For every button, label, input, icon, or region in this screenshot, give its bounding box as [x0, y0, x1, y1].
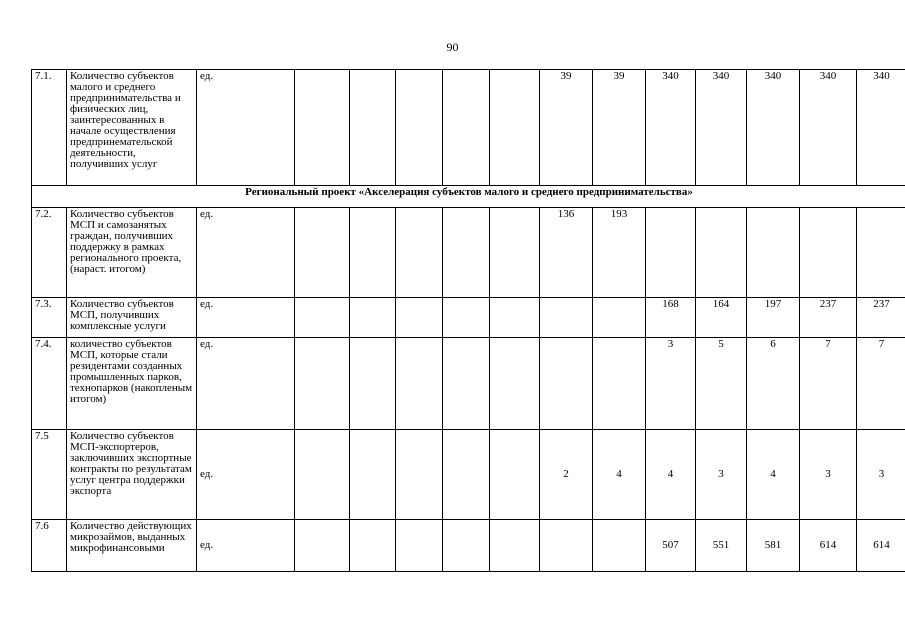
row-value — [443, 70, 490, 186]
table-row — [32, 338, 905, 430]
row-value — [295, 520, 350, 572]
row-id: 7.1. — [32, 70, 67, 186]
table-row — [32, 298, 905, 338]
row-value — [396, 70, 443, 186]
row-name: Количество субъектов МСП-экспортеров, заключивших экспортные контракты по результатам услуг центра поддержки экспорта — [67, 430, 197, 520]
row-value: 3 — [696, 430, 747, 520]
row-value — [443, 430, 490, 520]
row-value — [295, 208, 350, 298]
row-value: 6 — [747, 338, 800, 430]
row-value: 5 — [696, 338, 747, 430]
row-value — [540, 338, 593, 430]
row-value — [295, 298, 350, 338]
row-value: 7 — [800, 338, 857, 430]
row-value — [540, 520, 593, 572]
row-value — [396, 430, 443, 520]
row-id: 7.6 — [32, 520, 67, 572]
table-row — [32, 520, 905, 572]
row-value: 340 — [800, 70, 857, 186]
row-value — [350, 298, 396, 338]
row-value: 168 — [646, 298, 696, 338]
page-number: 90 — [446, 40, 459, 54]
row-value — [747, 208, 800, 298]
row-unit: ед. — [197, 208, 295, 298]
row-value — [490, 298, 540, 338]
row-value: 2 — [540, 430, 593, 520]
row-value — [350, 70, 396, 186]
row-value: 7 — [857, 338, 905, 430]
row-value — [295, 430, 350, 520]
row-value — [350, 338, 396, 430]
row-value: 237 — [857, 298, 905, 338]
row-value — [593, 338, 646, 430]
row-value — [443, 208, 490, 298]
row-value: 340 — [747, 70, 800, 186]
row-value — [396, 520, 443, 572]
row-value — [350, 208, 396, 298]
row-value — [540, 298, 593, 338]
row-value: 551 — [696, 520, 747, 572]
row-unit: ед. — [197, 298, 295, 338]
row-value — [490, 520, 540, 572]
row-unit: ед. — [197, 338, 295, 430]
table-row — [32, 208, 905, 298]
row-value: 39 — [593, 70, 646, 186]
row-value — [646, 208, 696, 298]
row-value: 164 — [696, 298, 747, 338]
row-id: 7.4. — [32, 338, 67, 430]
row-value: 3 — [800, 430, 857, 520]
row-value: 4 — [593, 430, 646, 520]
row-id: 7.2. — [32, 208, 67, 298]
row-value: 614 — [857, 520, 905, 572]
row-value — [443, 298, 490, 338]
section-title: Региональный проект «Акселерация субъектов малого и среднего предпринимательства» — [32, 186, 905, 208]
row-value: 197 — [747, 298, 800, 338]
row-value — [800, 208, 857, 298]
row-value: 507 — [646, 520, 696, 572]
row-value — [396, 298, 443, 338]
row-value — [490, 338, 540, 430]
row-value — [295, 70, 350, 186]
row-name: Количество субъектов малого и среднего предпринимательства и физических лиц, заинтересованных в начале осуществления предпринемательской деятельности, получивших услуг — [67, 70, 197, 186]
row-value: 3 — [857, 430, 905, 520]
row-value — [350, 430, 396, 520]
row-value — [857, 208, 905, 298]
row-value — [593, 520, 646, 572]
row-name: Количество действующих микрозаймов, выданных микрофинансовыми — [67, 520, 197, 572]
indicator-table — [31, 69, 905, 572]
row-value — [593, 298, 646, 338]
row-name: Количество субъектов МСП и самозанятых граждан, получивших поддержку в рамках регионального проекта, (нараст. итогом) — [67, 208, 197, 298]
row-value — [490, 70, 540, 186]
row-value: 581 — [747, 520, 800, 572]
row-value — [490, 208, 540, 298]
row-name: количество субъектов МСП, которые стали резидентами созданных промышленных парков, технопарков (накопленым итогом) — [67, 338, 197, 430]
row-value: 340 — [646, 70, 696, 186]
row-value: 4 — [646, 430, 696, 520]
row-value — [396, 208, 443, 298]
row-value — [443, 520, 490, 572]
row-value: 614 — [800, 520, 857, 572]
table-row — [32, 430, 905, 520]
row-value: 193 — [593, 208, 646, 298]
table-row — [32, 70, 905, 186]
row-value — [490, 430, 540, 520]
row-value: 4 — [747, 430, 800, 520]
row-value: 39 — [540, 70, 593, 186]
row-value: 3 — [646, 338, 696, 430]
section-row — [32, 186, 905, 208]
row-unit: ед. — [197, 520, 295, 572]
row-value: 136 — [540, 208, 593, 298]
row-id: 7.3. — [32, 298, 67, 338]
row-value: 340 — [857, 70, 905, 186]
row-unit: ед. — [197, 430, 295, 520]
row-unit: ед. — [197, 70, 295, 186]
row-value — [396, 338, 443, 430]
row-value: 237 — [800, 298, 857, 338]
row-value: 340 — [696, 70, 747, 186]
row-value — [443, 338, 490, 430]
row-value — [696, 208, 747, 298]
row-value — [350, 520, 396, 572]
row-value — [295, 338, 350, 430]
row-name: Количество субъектов МСП, получивших комплексные услуги — [67, 298, 197, 338]
row-id: 7.5 — [32, 430, 67, 520]
